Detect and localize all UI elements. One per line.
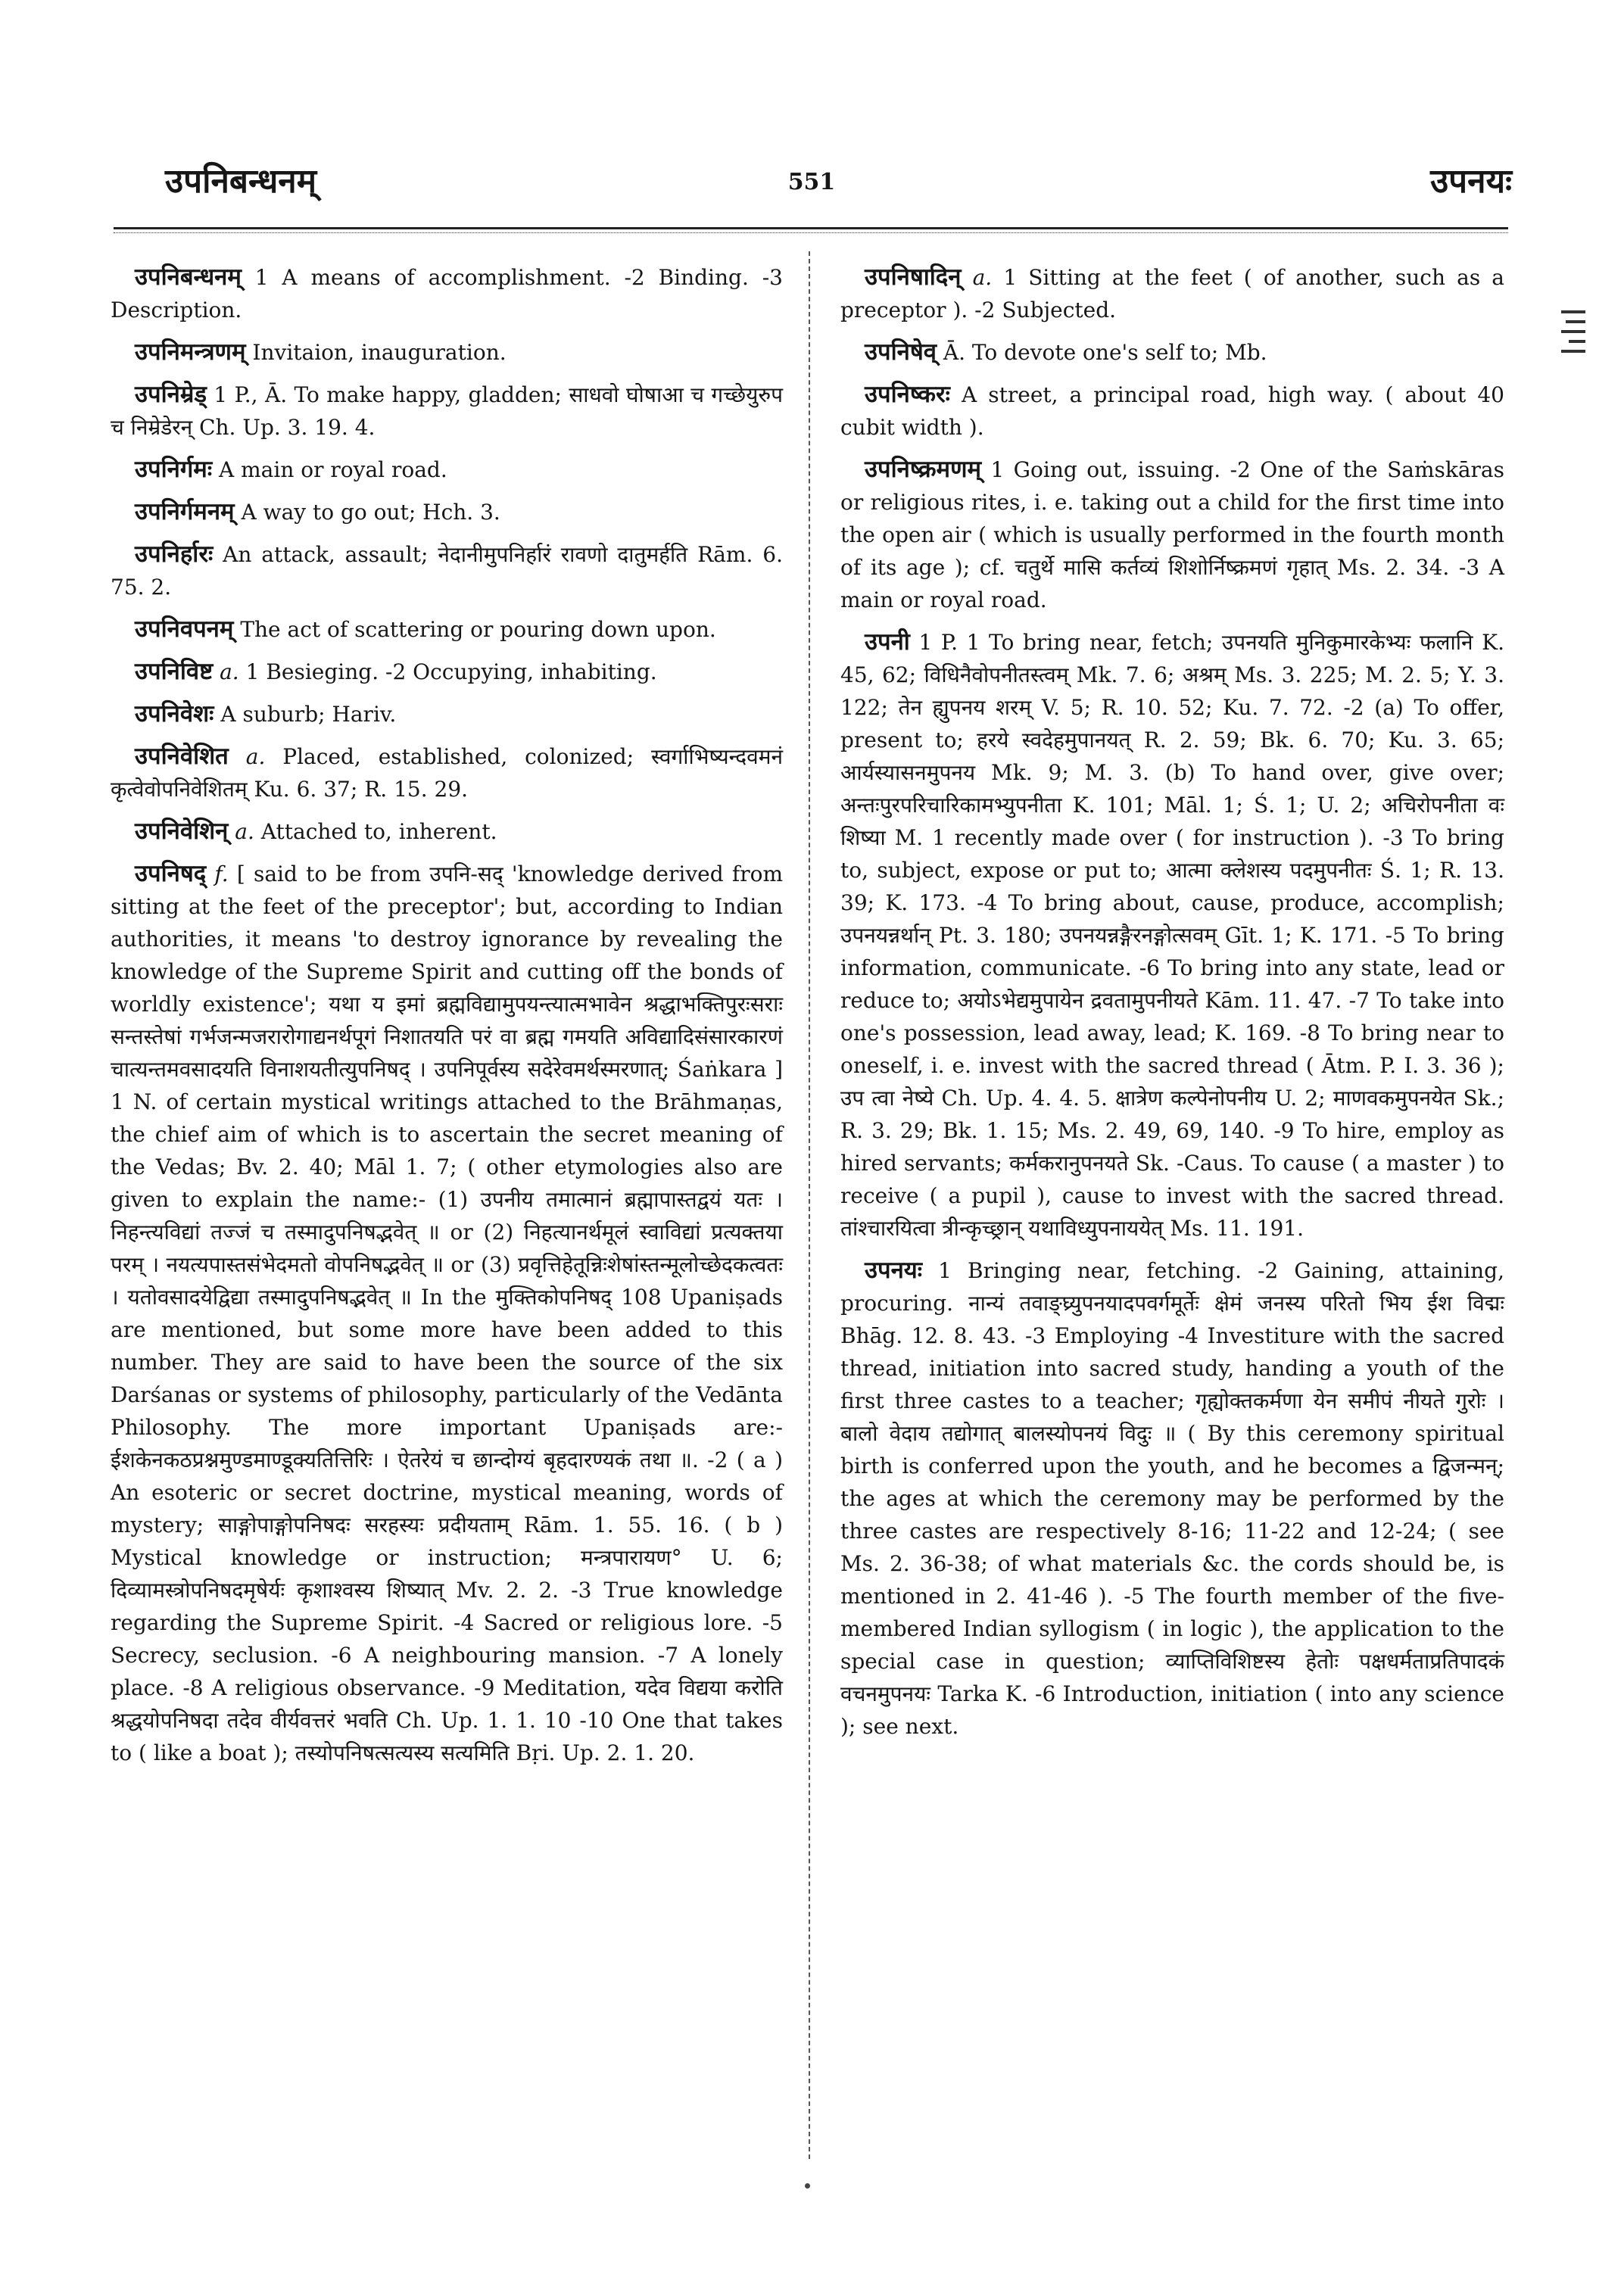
dictionary-entry [111, 261, 783, 326]
header-rule-dotted [114, 232, 1508, 233]
running-header-right: उपनयः [1430, 162, 1512, 201]
entry-definition: A suburb; Hariv. [214, 702, 397, 727]
entry-definition: A street, a principal road, high way. ( about 40 cubit width ). [840, 382, 1504, 440]
left-column [111, 261, 783, 1779]
entry-definition: Attached to, inherent. [254, 819, 497, 844]
right-column [840, 261, 1504, 1752]
entry-definition: Placed, established, colonized; स्वर्गाभिष्यन्दवमनं कृत्वेवोपनिवेशितम् Ku. 6. 37; R. 15. 29. [111, 744, 784, 802]
entry-grammar: a. [228, 744, 266, 769]
dictionary-entry [840, 453, 1504, 616]
entry-definition: 1 Sitting at the feet ( of another, such as a preceptor ). -2 Subjected. [840, 265, 1505, 322]
dictionary-entry [840, 336, 1504, 369]
entry-grammar: a. [228, 819, 254, 844]
dictionary-entry [840, 626, 1504, 1245]
entry-definition: 1 Bringing near, fetching. -2 Gaining, attaining, procuring. नान्यं तवाङ्घ्र्युपनयादपवर्गमूर्तेः क्षेमं जनस्य परितो भिय ईश विद्मः Bhāg. 12. 8. 43. -3 Employing -4 Investiture with the sacred thread, initiation into sacred study, handing a youth of the first three castes to a teacher; गृह्योक्तकर्मणा येन समीपं नीयते गुरोः । बालो वेदाय तद्योगात् बालस्योपनयं विदुः ॥ ( By this ceremony spiritual birth is conferred upon the youth, and he becomes a द्विजन्मन्; the ages at which the ceremony may be performed by the three castes are respectively 8-16; 11-22 and 12-24; ( see Ms. 2. 36-38; of what materials &c. the cords should be, is mentioned in 2. 41-46 ). -5 The fourth member of the five-membered Indian syllogism ( in logic ), the application to the special case in question; व्याप्तिविशिष्टस्य हेतोः पक्षधर्मताप्रतिपादकं वचनमुपनयः Tarka K. -6 Introduction, initiation ( into any science ); see next. [840, 1258, 1504, 1739]
entry-definition: A way to go out; Hch. 3. [234, 500, 500, 525]
entry-headword: उपनिष्करः [865, 381, 950, 408]
entry-definition: 1 P. 1 To bring near, fetch; उपनयति मुनिकुमारकेभ्यः फलानि K. 45, 62; विधिनैवोपनीतस्त्वम् Mk. 7. 6; अश्रम् Ms. 3. 225; M. 2. 5; Y. 3. 122; तेन ह्युपनय शरम् V. 5; R. 10. 52; Ku. 7. 72. -2 (a) To offer, present to; हरये स्वदेहमुपानयत् R. 2. 59; Bk. 6. 70; Ku. 3. 65; आर्यस्यासनमुपनय Mk. 9; M. 3. (b) To hand over, give over; अन्तःपुरपरिचारिकामभ्युपनीता K. 101; Māl. 1; Ś. 1; U. 2; अचिरोपनीता वः शिष्या M. 1 recently made over ( for instruction ). -3 To bring to, subject, expose or put to; आत्मा क्लेशस्य पदमुपनीतः Ś. 1; R. 13. 39; K. 173. -4 To bring about, cause, produce, accomplish; उपनयन्नर्थान् Pt. 3. 180; उपनयन्नङ्गैरनङ्गोत्सवम् Gīt. 1; K. 171. -5 To bring information, communicate. -6 To bring into any state, lead or reduce to; अयोऽभेद्यमुपायेन द्रवतामुपनीयते Kām. 11. 47. -7 To take into one's possession, lead away, lead; K. 169. -8 To bring near to oneself, i. e. invest with the sacred thread ( Ātm. P. I. 3. 36 ); उप त्वा नेष्ये Ch. Up. 4. 4. 5. क्षात्रेण कल्पेनोपनीय U. 2; माणवकमुपनयेत Sk.; R. 3. 29; Bk. 1. 15; Ms. 2. 49, 69, 140. -9 To hire, employ as hired servants; कर्मकरानुपनयते Sk. -Caus. To cause ( a master ) to receive ( a pupil ), cause to invest with the sacred thread. तांश्चारयित्वा त्रीन्कृच्छ्रान् यथाविध्युपनाययेत् Ms. 11. 191. [840, 630, 1504, 1241]
dictionary-entry [111, 613, 783, 646]
thumb-index-mark [1561, 310, 1585, 363]
entry-headword: उपनिवपनम् [135, 615, 234, 643]
entry-headword: उपनिष्क्रमणम् [865, 456, 982, 483]
entry-headword: उपनिम्रेड् [135, 381, 207, 408]
entry-headword: उपनिवेशित [135, 743, 229, 770]
entry-definition: 1 Going out, issuing. -2 One of the Saṁskāras or religious rites, i. e. taking out a child for the first time into the open air ( which is usually performed in the fourth month of its age ); cf. चतुर्थे मासि कर्तव्यं शिशोर्निष्क्रमणं गृहात् Ms. 2. 34. -3 A main or royal road. [840, 457, 1504, 612]
entry-definition: A main or royal road. [212, 457, 447, 482]
entry-headword: उपनिर्गमनम् [135, 498, 235, 525]
entry-headword: उपनिर्गमः [135, 456, 213, 483]
dictionary-entry [840, 261, 1504, 326]
dictionary-entry [111, 379, 783, 444]
dictionary-entry [111, 496, 783, 528]
entry-headword: उपनिषादिन् [865, 263, 962, 291]
header-rule [114, 227, 1508, 229]
entry-definition: The act of scattering or pouring down upon. [233, 617, 716, 642]
column-divider [809, 251, 810, 2159]
entry-headword: उपनिमन्त्रणम् [135, 338, 246, 366]
entry-definition: 1 A means of accomplishment. -2 Binding. -3 Description. [111, 265, 783, 322]
entry-headword: उपनिर्हारः [135, 541, 214, 568]
running-header-left: उपनिबन्धनम् [165, 162, 317, 201]
entry-headword: उपनयः [865, 1257, 923, 1284]
dictionary-entry [111, 815, 783, 848]
dictionary-entry [111, 336, 783, 369]
entry-grammar: a. [213, 659, 239, 684]
entry-headword: उपनी [865, 628, 910, 656]
entry-definition: Invitaion, inauguration. [245, 340, 507, 365]
entry-headword: उपनिवेशः [135, 700, 214, 727]
page-mark [805, 2183, 810, 2189]
dictionary-entry [111, 656, 783, 688]
entry-headword: उपनिवेशिन् [135, 818, 229, 845]
dictionary-entry [840, 1254, 1504, 1743]
entry-definition: 1 Besieging. -2 Occupying, inhabiting. [238, 659, 657, 684]
entry-headword: उपनिषेव् [865, 338, 937, 366]
entry-definition: [ said to be from उपनि-सद् 'knowledge derived from sitting at the feet of the preceptor'; but, according to Indian authorities, it means 'to destroy ignorance by revealing the knowledge of the Supreme Spirit and cutting off the bonds of worldly existence'; यथा य इमां ब्रह्मविद्यामुपयन्त्यात्मभावेन श्रद्धाभक्तिपुरःसराः सन्तस्तेषां गर्भजन्मजरारोगाद्यनर्थपूगं निशातयति परं वा ब्रह्म गमयति अविद्यादिसंसारकारणं चात्यन्तमवसादयति विनाशयतीत्युपनिषद् । उपनिपूर्वस्य सदेरेवमर्थस्मरणात्; Śaṅkara ] 1 N. of certain mystical writings attached to the Brāhmaṇas, the chief aim of which is to ascertain the secret meaning of the Vedas; Bv. 2. 40; Māl 1. 7; ( other etymologies also are given to explain the name:- (1) उपनीय तमात्मानं ब्रह्मापास्तद्वयं यतः । निहन्त्यविद्यां तज्जं च तस्मादुपनिषद्भवेत् ॥ or (2) निहत्यानर्थमूलं स्वाविद्यां प्रत्यक्तया परम् । नयत्यपास्तसंभेदमतो वोपनिषद्भवेत् ॥ or (3) प्रवृत्तिहेतून्निःशेषांस्तन्मूलोच्छेदकत्वतः । यतोवसादयेद्विद्या तस्मादुपनिषद्भवेत् ॥ In the मुक्तिकोपनिषद् 108 Upaniṣads are mentioned, but some more have been added to this number. They are said to have been the source of the six Darśanas or systems of philosophy, particularly of the Vedānta Philosophy. The more important Upaniṣads are:- ईशकेनकठप्रश्नमुण्डमाण्डूक्यतित्तिरिः । ऐतरेयं च छान्दोग्यं बृहदारण्यकं तथा ॥. -2 ( a ) An esoteric or secret doctrine, mystical meaning, words of mystery; साङ्गोपाङ्गोपनिषदः सरहस्यः प्रदीयताम् Rām. 1. 55. 16. ( b ) Mystical knowledge or instruction; मन्त्रपारायण° U. 6; दिव्यामस्त्रोपनिषदमृषेर्यः कृशाश्वस्य शिष्यात् Mv. 2. 2. -3 True knowledge regarding the Supreme Spirit. -4 Sacred or religious lore. -5 Secrecy, seclusion. -6 A neighbouring mansion. -7 A lonely place. -8 A religious observance. -9 Meditation, यदेव विद्यया करोति श्रद्धयोपनिषदा तदेव वीर्यवत्तरं भवति Ch. Up. 1. 1. 10 -10 One that takes to ( like a boat ); तस्योपनिषत्सत्यस्य सत्यमिति Bṛi. Up. 2. 1. 20. [111, 861, 783, 1765]
entry-definition: Ā. To devote one's self to; Mb. [936, 340, 1267, 365]
entry-headword: उपनिविष्ट [135, 658, 214, 685]
entry-headword: उपनिषद् [135, 860, 207, 887]
dictionary-entry [111, 740, 783, 805]
entry-definition: 1 P., Ā. To make happy, gladden; साधवो घोषाआ च गच्छेयुरुप च निम्रेडेरन् Ch. Up. 3. 19. 4. [111, 382, 783, 440]
dictionary-entry [111, 698, 783, 731]
dictionary-entry [111, 453, 783, 486]
dictionary-entry [111, 538, 783, 603]
entry-grammar: f. [206, 861, 229, 886]
entry-grammar: a. [961, 265, 993, 290]
entry-definition: An attack, assault; नेदानीमुपनिर्हारं रावणो दातुमर्हति Rām. 6. 75. 2. [111, 542, 783, 600]
page-number: 551 [787, 169, 836, 195]
entry-headword: उपनिबन्धनम् [135, 263, 242, 291]
dictionary-entry [111, 858, 783, 1769]
dictionary-entry [840, 379, 1504, 444]
